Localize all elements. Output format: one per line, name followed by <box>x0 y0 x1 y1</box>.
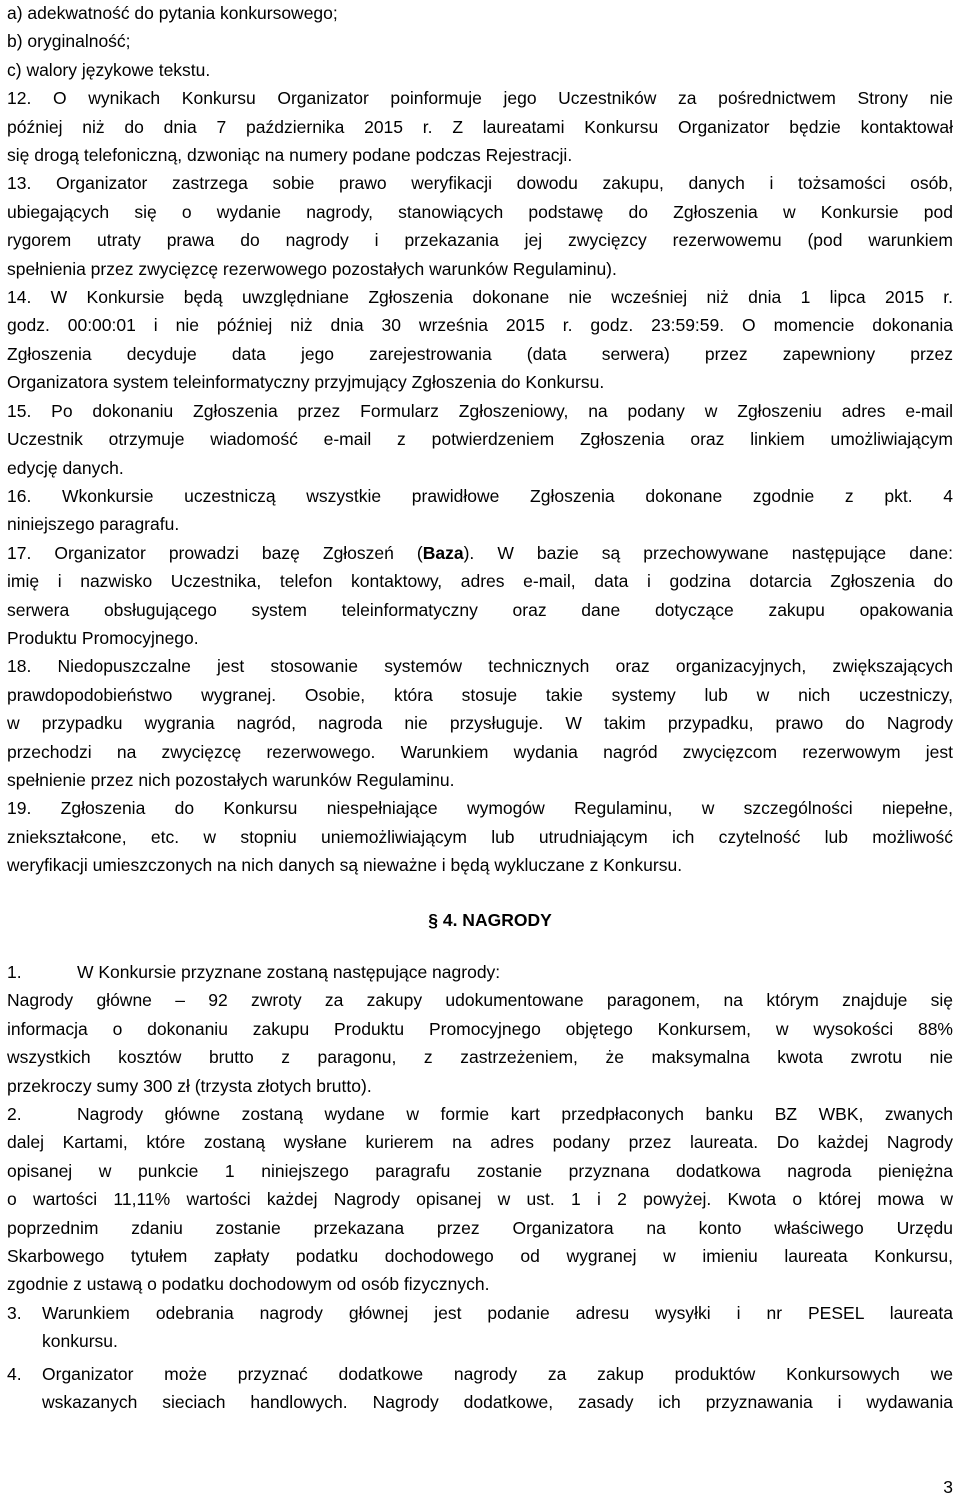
text-line: się drogą telefoniczną, dzwoniąc na numery podane podczas Rejestracji. <box>7 145 573 166</box>
prize-item-1-number: 1. <box>7 962 22 982</box>
text-line: 18. Niedopuszczalne jest stosowanie systemów technicznych oraz organizacyjnych, zwiększających <box>7 656 953 677</box>
prize-item-4-line-1 <box>7 1360 953 1388</box>
lines-mid <box>7 567 953 879</box>
prize-item-2-number: 2. <box>7 1104 22 1125</box>
text-line: godz. 00:00:01 i nie później niż dnia 30 września 2015 r. godz. 23:59:59. O momencie dokonania <box>7 315 953 336</box>
text-line: edycję danych. <box>7 457 124 478</box>
text-line: spełnienia przez zwycięzcę rezerwowego pozostałych warunków Regulaminu). <box>7 258 617 279</box>
text-line: wszystkich kosztów brutto z paragonu, z zastrzeżeniem, że maksymalna kwota zwrotu nie <box>7 1047 953 1068</box>
prize-item-3 <box>7 1299 953 1356</box>
text-segment: ). W bazie są przechowywane następujące dane: <box>463 542 953 563</box>
text-line: spełnienie przez nich pozostałych warunków Regulaminu. <box>7 769 455 790</box>
text-line: zniekształcone, etc. w stopniu uniemożliwiającym lub utrudniającym ich czytelność lub możliwość <box>7 826 953 847</box>
prize-item-3-line-1 <box>7 1299 953 1327</box>
text-line: Zgłoszenia decyduje data jego zarejestrowania (data serwera) przez zapewniony przez <box>7 343 953 364</box>
prize-item-2-text: Nagrody główne zostaną wydane w formie kart przedpłaconych banku BZ WBK, zwanych <box>77 1104 953 1125</box>
paragraph-17-line-1 <box>7 539 953 567</box>
text-line: opisanej w punkcie 1 niniejszego paragrafu zostanie przyznana dodatkowa nagroda pieniężna <box>7 1160 953 1181</box>
text-line: Uczestnik otrzymuje wiadomość e-mail z potwierdzeniem Zgłoszenia oraz linkiem umożliwiającym <box>7 429 953 450</box>
prize-item-1-text: W Konkursie przyznane zostaną następujące nagrody: <box>77 962 501 982</box>
text-line: 14. W Konkursie będą uwzględniane Zgłoszenia dokonane nie wcześniej niż dnia 1 lipca 2015 r. <box>7 287 953 308</box>
page-number: 3 <box>943 1477 953 1497</box>
text-line: informacja o dokonaniu zakupu Produktu Promocyjnego objętego Konkursem, w wysokości 88% <box>7 1018 953 1039</box>
lines-prize2 <box>7 1128 953 1298</box>
text-line: c) walory językowe tekstu. <box>7 59 211 80</box>
text-line: niniejszego paragrafu. <box>7 514 180 535</box>
prize-item-4-line-2: wskazanych sieciach handlowych. Nagrody dodatkowe, zasady ich przyznawania i wydawania <box>42 1392 953 1413</box>
prize-item-3-number: 3. <box>7 1302 22 1323</box>
text-line: weryfikacji umieszczonych na nich danych są nieważne i będą wykluczane z Konkursu. <box>7 855 683 876</box>
text-line: Organizatora system teleinformatyczny przyjmujący Zgłoszenia do Konkursu. <box>7 372 605 393</box>
lines-prize1 <box>7 986 953 1100</box>
prize-item-3-line-2: konkursu. <box>42 1331 118 1352</box>
prize-item-2-heading <box>7 1100 953 1128</box>
text-line: 15. Po dokonaniu Zgłoszenia przez Formularz Zgłoszeniowy, na podany w Zgłoszeniu adres e-mail <box>7 400 953 421</box>
text-line: dalej Kartami, które zostaną wysłane kurierem na adres podany przez laureata. Do każdej Nagrody <box>7 1132 953 1153</box>
section-heading: § 4. NAGRODY <box>428 909 552 930</box>
text-line: 16. Wkonkursie uczestniczą wszystkie prawidłowe Zgłoszenia dokonane zgodnie z pkt. 4 <box>7 485 953 506</box>
text-line: prawdopodobieństwo wygranej. Osobie, która stosuje takie systemy lub w nich uczestniczy, <box>7 684 953 705</box>
text-line: zgodnie z ustawą o podatku dochodowym od osób fizycznych. <box>7 1274 490 1295</box>
text-line: przekroczy sumy 300 zł (trzysta złotych brutto). <box>7 1075 372 1096</box>
text-line: ubiegających się o wydanie nagrody, stanowiących podstawę do Zgłoszenia w Konkursie pod <box>7 201 953 222</box>
prize-item-4-text: Organizator może przyznać dodatkowe nagrody za zakup produktów Konkursowych we <box>42 1363 953 1384</box>
text-line: 12. O wynikach Konkursu Organizator poinformuje jego Uczestników za pośrednictwem Strony nie <box>7 88 953 109</box>
text-line: Produktu Promocyjnego. <box>7 627 199 648</box>
text-line: serwera obsługującego system teleinformatyczny oraz dane dotyczące zakupu opakowania <box>7 599 953 620</box>
text-line: w przypadku wygrania nagród, nagroda nie przysługuje. W takim przypadku, prawo do Nagrody <box>7 713 953 734</box>
text-line: później niż do dnia 7 października 2015 r. Z laureatami Konkursu Organizator będzie kontaktował <box>7 116 953 137</box>
lines-top <box>7 0 953 539</box>
text-line: Nagrody główne – 92 zwroty za zakupy udokumentowane paragonem, na którym znajduje się <box>7 990 953 1011</box>
text-line: 13. Organizator zastrzega sobie prawo weryfikacji dowodu zakupu, danych i tożsamości osób, <box>7 173 953 194</box>
text-line: rygorem utraty prawa do nagrody i przekazania jej zwycięzcy rezerwowemu (pod warunkiem <box>7 230 953 251</box>
text-line: 19. Zgłoszenia do Konkursu niespełniające wymogów Regulaminu, w szczególności niepełne, <box>7 798 953 819</box>
text-line: przechodzi na zwycięzcę rezerwowego. Warunkiem wydania nagród zwycięzcom rezerwowym jest <box>7 741 953 762</box>
prize-item-4 <box>7 1360 953 1417</box>
bold-term-baza: Baza <box>422 542 464 563</box>
text-line: poprzednim zdaniu zostanie przekazana przez Organizatora na konto właściwego Urzędu <box>7 1217 953 1238</box>
text-line: a) adekwatność do pytania konkursowego; <box>7 3 338 23</box>
text-line: b) oryginalność; <box>7 31 131 52</box>
prize-item-4-number: 4. <box>7 1363 22 1384</box>
text-line: Skarbowego tytułem zapłaty podatku dochodowego od wygranej w imieniu laureata Konkursu, <box>7 1246 953 1267</box>
text-line: imię i nazwisko Uczestnika, telefon kontaktowy, adres e-mail, data i godzina dotarcia Zgłoszenia do <box>7 571 953 592</box>
text-segment: 17. Organizator prowadzi bazę Zgłoszeń ( <box>7 542 423 563</box>
prize-item-3-text: Warunkiem odebrania nagrody głównej jest podanie adresu wysyłki i nr PESEL laureata <box>42 1302 953 1323</box>
document-page <box>7 0 953 1417</box>
text-line: o wartości 11,11% wartości każdej Nagrody opisanej w ust. 1 i 2 powyżej. Kwota o której mowa w <box>7 1189 953 1210</box>
prize-item-1-heading <box>7 958 953 986</box>
